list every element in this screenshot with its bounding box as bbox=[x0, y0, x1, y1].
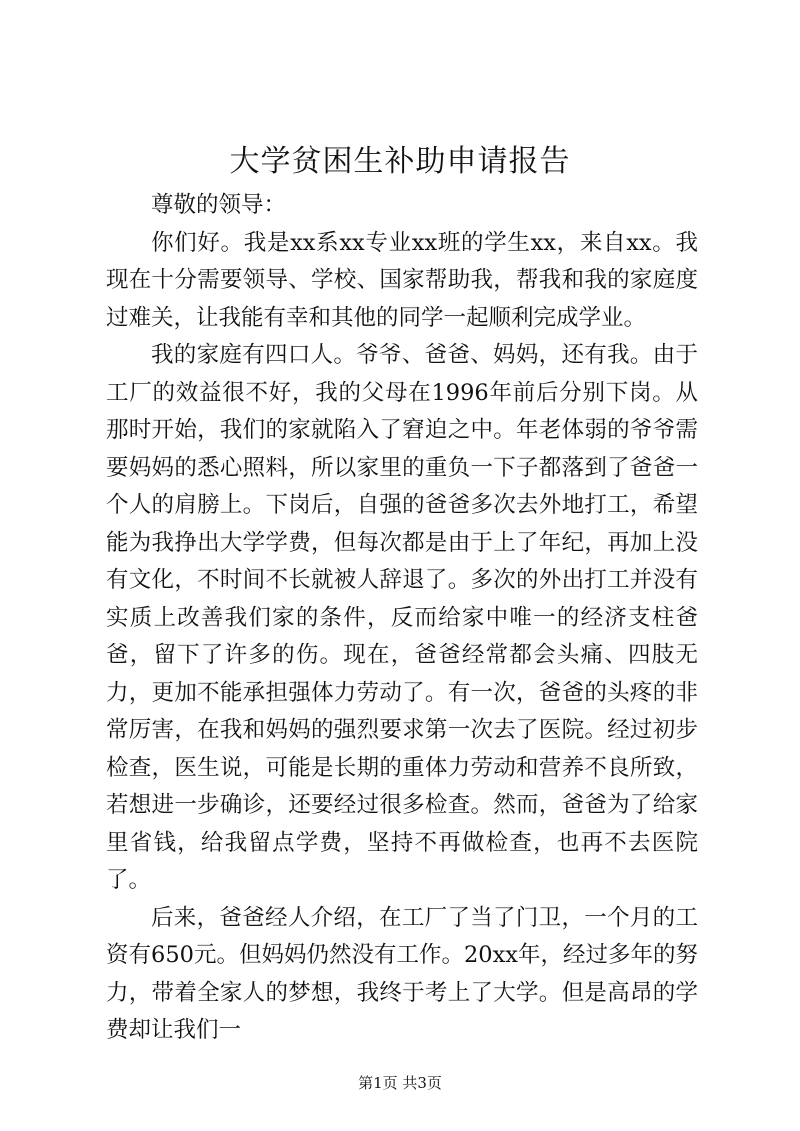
salutation: 尊敬的领导： bbox=[151, 192, 287, 218]
document-body bbox=[106, 187, 698, 1050]
paragraph-1: 你们好。我是xx系xx专业xx班的学生xx，来自xx。我现在十分需要领导、学校、国家帮助我，帮我和我的家庭度过难关，让我能有幸和其他的同学一起顺利完成学业。 bbox=[106, 229, 698, 331]
document-title: 大学贫困生补助申请报告 bbox=[229, 144, 571, 179]
page-number-footer: 第1页 共3页 bbox=[358, 1074, 442, 1092]
paragraph-2: 我的家庭有四口人。爷爷、爸爸、妈妈，还有我。由于工厂的效益很不好，我的父母在1996年前后分别下岗。从那时开始，我们的家就陷入了窘迫之中。年老体弱的爷爷需要妈妈的悉心照料，所以家里的重负一下子都落到了爸爸一个人的肩膀上。下岗后，自强的爸爸多次去外地打工，希望能为我挣出大学学费，但每次都是由于上了年纪，再加上没有文化，不时间不长就被人辞退了。多次的外出打工并没有实质上改善我们家的条件，反而给家中唯一的经济支柱爸爸，留下了许多的伤。现在，爸爸经常都会头痛、四肢无力，更加不能承担强体力劳动了。有一次，爸爸的头疼的非常厉害，在我和妈妈的强烈要求第一次去了医院。经过初步检查，医生说，可能是长期的重体力劳动和营养不良所致，若想进一步确诊，还要经过很多检查。然而，爸爸为了给家里省钱，给我留点学费，坚持不再做检查，也再不去医院了。 bbox=[106, 342, 698, 893]
paragraph-3: 后来，爸爸经人介绍，在工厂了当了门卫，一个月的工资有650元。但妈妈仍然没有工作。20xx年，经过多年的努力，带着全家人的梦想，我终于考上了大学。但是高昂的学费却让我们一 bbox=[106, 904, 698, 1043]
